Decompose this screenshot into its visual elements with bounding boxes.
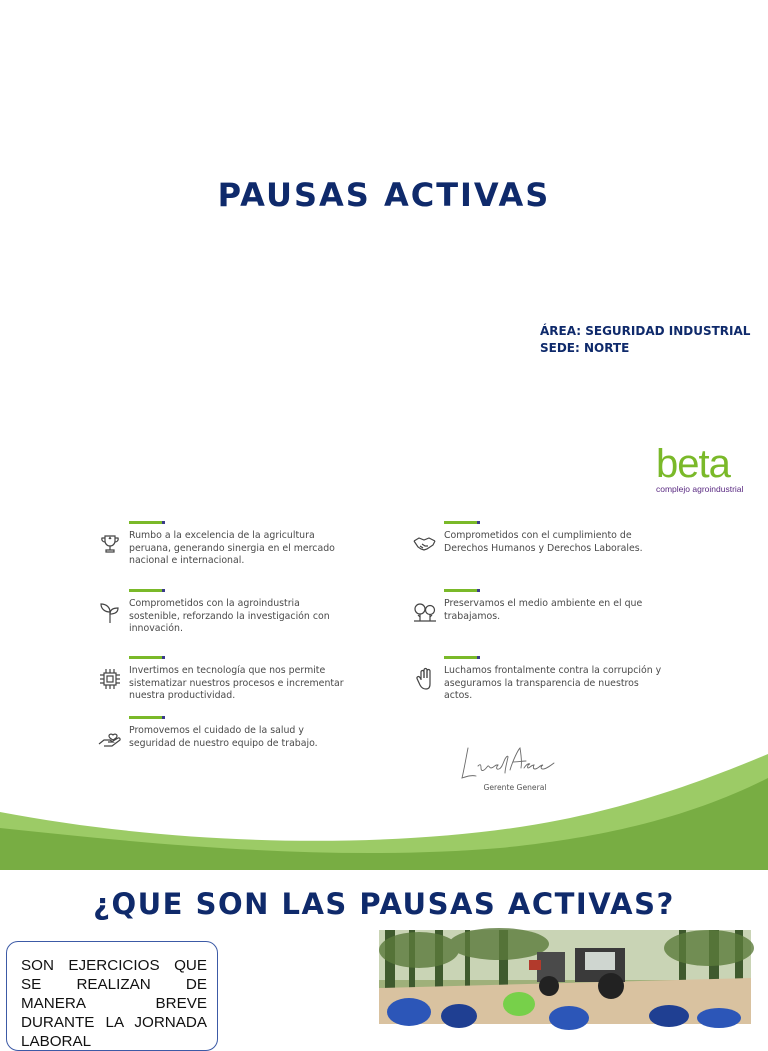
logo-word: beta — [656, 442, 730, 486]
area-label: ÁREA: — [540, 324, 582, 338]
value-text: Comprometidos con la agroindustria sostenible, reforzando la investigación con innovación. — [129, 598, 330, 635]
value-text: Invertimos en tecnología que nos permite sistematizar nuestros procesos e incrementar nuestra productividad. — [129, 665, 344, 702]
area-info — [540, 323, 750, 357]
raised-hand-icon — [412, 666, 438, 692]
beta-logo — [656, 444, 756, 494]
definition-text: SON EJERCICIOS QUE SE REALIZAN DE MANERA BREVE DURANTE LA JORNADA LABORAL — [21, 957, 207, 1050]
page-title: PAUSAS ACTIVAS — [217, 176, 551, 214]
definition-box — [6, 941, 218, 1051]
trees-icon — [412, 599, 438, 625]
sprout-icon — [97, 599, 123, 625]
accent-bar — [129, 521, 163, 524]
value-text: Preservamos el medio ambiente en el que trabajamos. — [444, 598, 643, 622]
area-value: SEGURIDAD INDUSTRIAL — [585, 324, 751, 338]
accent-bar — [444, 656, 478, 659]
sede-line — [540, 340, 750, 357]
value-text: Comprometidos con el cumplimiento de Derechos Humanos y Derechos Laborales. — [444, 530, 643, 554]
signature-role: Gerente General — [483, 783, 547, 792]
section-title: ¿QUE SON LAS PAUSAS ACTIVAS? — [93, 887, 675, 921]
sede-value: NORTE — [583, 341, 630, 355]
accent-bar — [444, 589, 478, 592]
accent-bar — [444, 521, 478, 524]
logo-tagline: complejo agroindustrial — [656, 484, 744, 494]
field-workers-photo — [379, 930, 751, 1024]
chip-icon — [97, 666, 123, 692]
trophy-icon — [97, 531, 123, 557]
sede-label: SEDE: — [540, 341, 580, 355]
accent-bar — [129, 716, 163, 719]
green-wave — [0, 740, 768, 870]
accent-bar — [129, 656, 163, 659]
value-text: Rumbo a la excelencia de la agricultura peruana, generando sinergia en el mercado nacional e internacional. — [129, 530, 335, 567]
area-line — [540, 323, 750, 340]
handshake-icon — [412, 531, 438, 557]
value-text: Luchamos frontalmente contra la corrupción y aseguramos la transparencia de nuestros actos. — [444, 665, 662, 702]
value-text: Promovemos el cuidado de la salud y seguridad de nuestro equipo de trabajo. — [129, 725, 318, 749]
accent-bar — [129, 589, 163, 592]
